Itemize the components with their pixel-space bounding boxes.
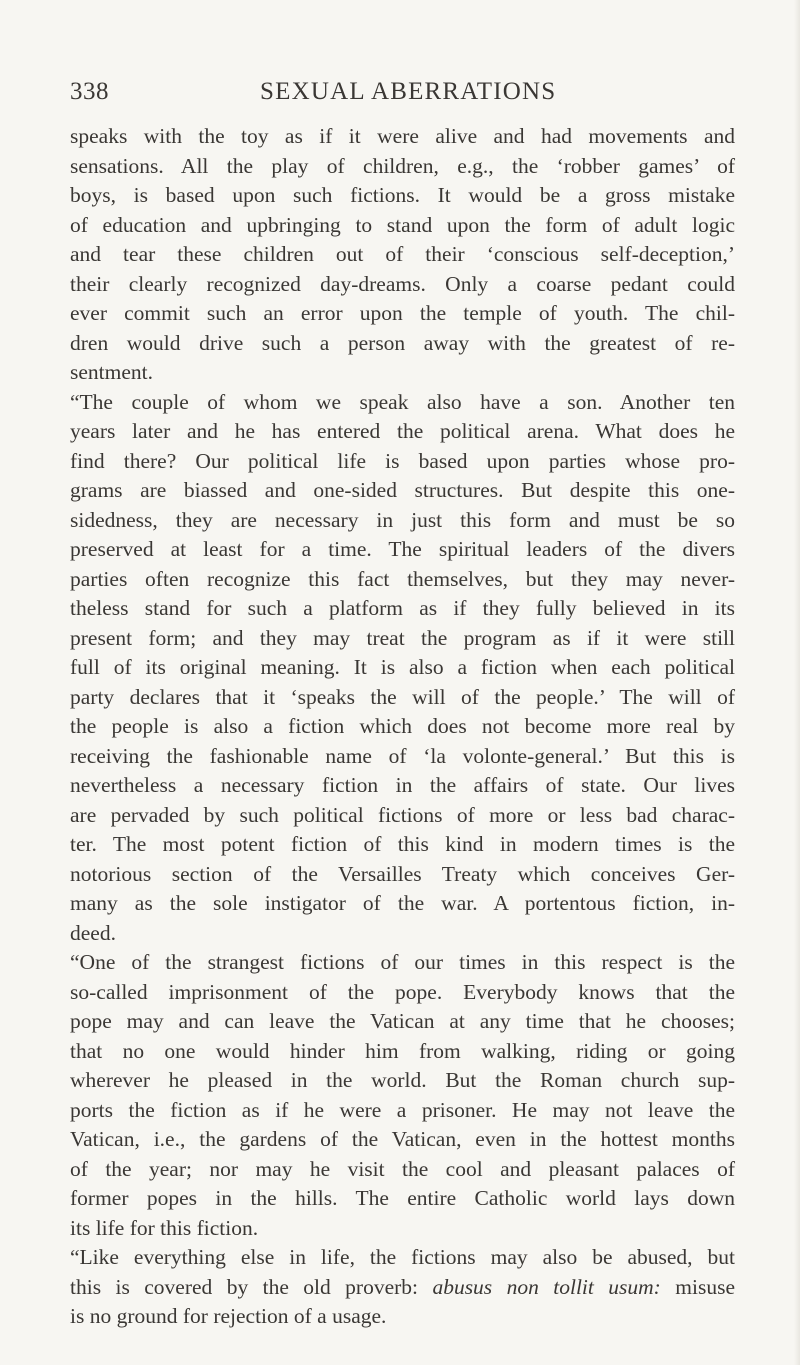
text-line: of education and upbringing to stand upon the form of adult logic <box>70 212 735 237</box>
page-number: 338 <box>70 78 109 105</box>
text-line: full of its original meaning. It is also a fiction when each political <box>70 655 735 679</box>
text-line: receiving the fashionable name of ‘la volonte-general.’ But this is <box>70 743 735 768</box>
text-line: boys, is based upon such fictions. It would be a gross mistake <box>70 183 735 207</box>
text-line: ever commit such an error upon the temple of youth. The chil- <box>70 301 735 325</box>
text-line: so-called imprisonment of the pope. Everybody knows that the <box>70 979 735 1004</box>
text-line: is no ground for rejection of a usage. <box>70 1304 387 1328</box>
text-line: deed. <box>70 920 116 945</box>
text-line: “The couple of whom we speak also have a son. Another ten <box>70 389 735 414</box>
text-line: of the year; nor may he visit the cool and pleasant palaces of <box>70 1156 735 1181</box>
text-line: nevertheless a necessary fiction in the affairs of state. Our lives <box>70 773 735 797</box>
text-line-with-latin <box>70 1273 735 1303</box>
text-line: pope may and can leave the Vatican at any time that he chooses; <box>70 1009 735 1033</box>
text-line: find there? Our political life is based upon parties whose pro- <box>70 448 735 473</box>
text-line: Vatican, i.e., the gardens of the Vatican, even in the hottest months <box>70 1127 735 1151</box>
text-run: misuse <box>660 1274 735 1299</box>
text-line: sentment. <box>70 360 153 384</box>
text-line: present form; and they may treat the program as if it were still <box>70 625 735 650</box>
text-line: ports the fiction as if he were a prisoner. He may not leave the <box>70 1097 735 1122</box>
text-line: sidedness, they are necessary in just this form and must be so <box>70 507 735 532</box>
text-line: ter. The most potent fiction of this kind in modern times is the <box>70 832 735 856</box>
text-line: sensations. All the play of children, e.g., the ‘robber games’ of <box>70 153 735 178</box>
text-line: former popes in the hills. The entire Catholic world lays down <box>70 1186 735 1210</box>
text-line: “One of the strangest fictions of our times in this respect is the <box>70 950 735 974</box>
text-line: their clearly recognized day-dreams. Only a coarse pedant could <box>70 271 735 296</box>
text-line: are pervaded by such political fictions of more or less bad charac- <box>70 802 735 827</box>
text-line: grams are biassed and one-sided structures. But despite this one- <box>70 478 735 502</box>
text-line: party declares that it ‘speaks the will of the people.’ The will of <box>70 684 735 709</box>
running-head: SEXUAL ABERRATIONS <box>260 78 557 105</box>
text-line: notorious section of the Versailles Treaty which conceives Ger- <box>70 861 735 886</box>
text-line: and tear these children out of their ‘conscious self-deception,’ <box>70 242 735 266</box>
text-line: preserved at least for a time. The spiritual leaders of the divers <box>70 537 735 561</box>
body-text <box>70 122 735 1332</box>
page-header <box>70 78 730 118</box>
text-line: speaks with the toy as if it were alive and had movements and <box>70 124 735 148</box>
text-line: wherever he pleased in the world. But the Roman church sup- <box>70 1068 735 1092</box>
latin-proverb: abusus non tollit usum: <box>432 1274 661 1299</box>
text-line: dren would drive such a person away with the greatest of re- <box>70 330 735 355</box>
text-line: that no one would hinder him from walking, riding or going <box>70 1038 735 1063</box>
text-run: this is covered by the old proverb: <box>70 1274 433 1299</box>
text-line: parties often recognize this fact themselves, but they may never- <box>70 566 735 591</box>
page-edge <box>794 0 800 1365</box>
text-line: “Like everything else in life, the fictions may also be abused, but <box>70 1245 735 1269</box>
text-line: the people is also a fiction which does not become more real by <box>70 714 735 738</box>
text-line: many as the sole instigator of the war. A portentous fiction, in- <box>70 891 735 915</box>
text-line: years later and he has entered the political arena. What does he <box>70 419 735 443</box>
text-line: theless stand for such a platform as if they fully believed in its <box>70 596 735 620</box>
text-line: its life for this fiction. <box>70 1215 259 1240</box>
